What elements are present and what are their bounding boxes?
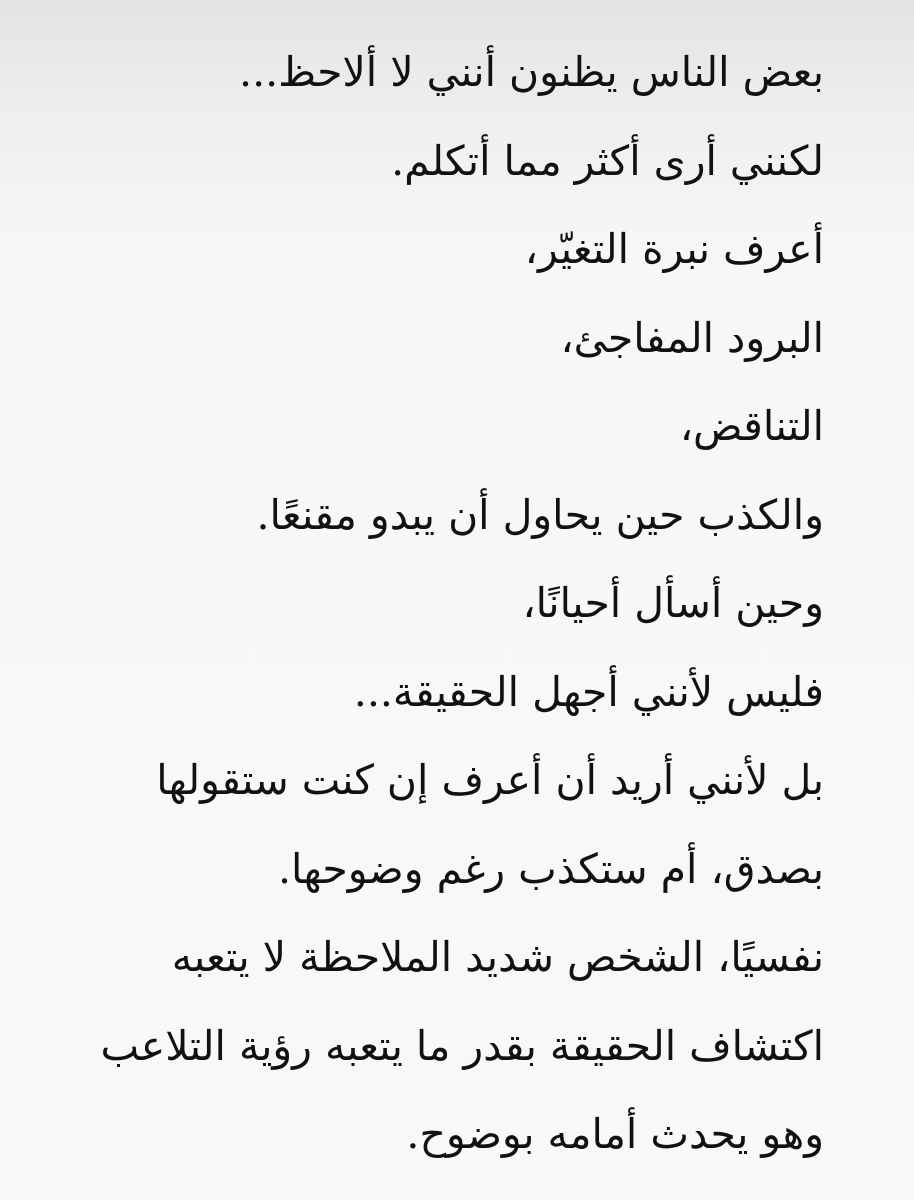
text-line: البرود المفاجئ،	[560, 313, 824, 362]
text-line: فليس لأنني أجهل الحقيقة...	[353, 667, 824, 716]
text-line: أعرف نبرة التغيّر،	[524, 225, 824, 273]
text-line: بعض الناس يظنون أنني لا ألاحظ...	[239, 48, 824, 96]
text-line: وهو يحدث أمامه بوضوح.	[406, 1110, 824, 1158]
text-line: التناقض،	[679, 402, 824, 450]
text-line: بصدق، أم ستكذب رغم وضوحها.	[277, 844, 824, 893]
text-line: اكتشاف الحقيقة بقدر ما يتعبه رؤية التلاعب	[100, 1021, 824, 1070]
text-line: لكنني أرى أكثر مما أتكلم.	[391, 136, 824, 185]
text-line: وحين أسأل أحيانًا،	[522, 579, 824, 627]
text-line: والكذب حين يحاول أن يبدو مقنعًا.	[256, 490, 824, 539]
text-line: نفسيًا، الشخص شديد الملاحظة لا يتعبه	[171, 933, 824, 981]
text-line: بل لأنني أريد أن أعرف إن كنت ستقولها	[156, 756, 824, 804]
